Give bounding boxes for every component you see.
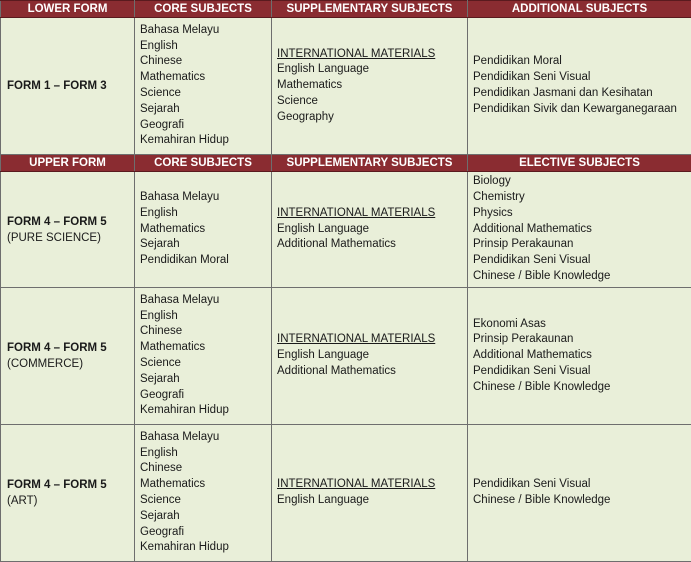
list-item: Bahasa Melayu [140, 293, 271, 309]
header-cell-form: UPPER FORM [1, 155, 135, 172]
header-cell-additional: ADDITIONAL SUBJECTS [468, 1, 691, 18]
list-item: Bahasa Melayu [140, 190, 271, 206]
list-item: Chinese [140, 54, 271, 70]
list-item: Chemistry [473, 190, 691, 206]
list-item: Bahasa Melayu [140, 430, 271, 446]
header-cell-form: LOWER FORM [1, 1, 135, 18]
list-item: Sejarah [140, 509, 271, 525]
additional-subjects-list [473, 54, 691, 117]
header-cell-supplementary: SUPPLEMENTARY SUBJECTS [272, 1, 468, 18]
list-item: Mathematics [277, 78, 467, 94]
list-item: Pendidikan Sivik dan Kewarganegaraan [473, 102, 691, 118]
supplementary-subjects-list [277, 47, 467, 126]
list-item: English Language [277, 493, 467, 509]
list-item: Science [140, 493, 271, 509]
header-cell-core: CORE SUBJECTS [135, 155, 272, 172]
supplementary-subjects-cell [272, 288, 468, 425]
list-item: Mathematics [140, 70, 271, 86]
list-item: Geografi [140, 118, 271, 134]
international-materials-label: INTERNATIONAL MATERIALS [277, 332, 467, 348]
list-item: Science [140, 86, 271, 102]
list-item: Biology [473, 174, 691, 190]
core-subjects-list [140, 190, 271, 269]
list-item: Chinese / Bible Knowledge [473, 380, 691, 396]
list-item: Pendidikan Moral [140, 253, 271, 269]
upper-form-header-row [1, 155, 691, 172]
list-item: English Language [277, 348, 467, 364]
header-cell-supplementary: SUPPLEMENTARY SUBJECTS [272, 155, 468, 172]
list-item: Pendidikan Jasmani dan Kesihatan [473, 86, 691, 102]
supplementary-subjects-list [277, 206, 467, 253]
form-title: FORM 4 – FORM 5 [7, 340, 134, 356]
header-cell-core: CORE SUBJECTS [135, 1, 272, 18]
list-item: Prinsip Perakaunan [473, 332, 691, 348]
table-row [1, 172, 691, 288]
list-item: Sejarah [140, 372, 271, 388]
list-item: Pendidikan Seni Visual [473, 70, 691, 86]
international-materials-label: INTERNATIONAL MATERIALS [277, 477, 467, 493]
additional-subjects-cell [468, 18, 691, 155]
supplementary-subjects-list [277, 332, 467, 379]
international-materials-label: INTERNATIONAL MATERIALS [277, 47, 467, 63]
list-item: Science [140, 356, 271, 372]
form-title: FORM 1 – FORM 3 [7, 78, 134, 94]
core-subjects-cell [135, 288, 272, 425]
list-item: Mathematics [140, 477, 271, 493]
list-item: Chinese / Bible Knowledge [473, 269, 691, 285]
list-item: English [140, 446, 271, 462]
list-item: Chinese [140, 324, 271, 340]
form-cell [1, 425, 135, 562]
list-item: Geografi [140, 388, 271, 404]
form-title: FORM 4 – FORM 5 [7, 477, 134, 493]
list-item: Additional Mathematics [277, 364, 467, 380]
list-item: Science [277, 94, 467, 110]
core-subjects-cell [135, 172, 272, 288]
additional-subjects-list [473, 317, 691, 396]
list-item: Additional Mathematics [473, 222, 691, 238]
form-stream: (ART) [7, 493, 134, 509]
list-item: English [140, 39, 271, 55]
additional-subjects-list [473, 174, 691, 285]
core-subjects-list [140, 430, 271, 556]
list-item: Pendidikan Seni Visual [473, 253, 691, 269]
list-item: Pendidikan Seni Visual [473, 477, 691, 493]
form-stream: (PURE SCIENCE) [7, 230, 134, 246]
list-item: Sejarah [140, 102, 271, 118]
table-row [1, 425, 691, 562]
list-item: Prinsip Perakaunan [473, 237, 691, 253]
list-item: Mathematics [140, 340, 271, 356]
core-subjects-cell [135, 18, 272, 155]
additional-subjects-cell [468, 172, 691, 288]
list-item: Kemahiran Hidup [140, 133, 271, 149]
table-row [1, 18, 691, 155]
lower-form-header-row [1, 1, 691, 18]
additional-subjects-list [473, 477, 691, 509]
supplementary-subjects-list [277, 477, 467, 509]
core-subjects-list [140, 23, 271, 149]
supplementary-subjects-cell [272, 425, 468, 562]
list-item: Mathematics [140, 222, 271, 238]
list-item: Sejarah [140, 237, 271, 253]
list-item: Ekonomi Asas [473, 317, 691, 333]
list-item: Pendidikan Seni Visual [473, 364, 691, 380]
list-item: English [140, 206, 271, 222]
list-item: Pendidikan Moral [473, 54, 691, 70]
list-item: Kemahiran Hidup [140, 540, 271, 556]
table-row [1, 288, 691, 425]
list-item: Additional Mathematics [473, 348, 691, 364]
list-item: English [140, 309, 271, 325]
header-cell-elective: ELECTIVE SUBJECTS [468, 155, 691, 172]
list-item: Chinese / Bible Knowledge [473, 493, 691, 509]
list-item: Geography [277, 110, 467, 126]
form-cell [1, 288, 135, 425]
form-cell [1, 172, 135, 288]
form-title: FORM 4 – FORM 5 [7, 214, 134, 230]
list-item: Physics [473, 206, 691, 222]
list-item: English Language [277, 62, 467, 78]
form-stream: (COMMERCE) [7, 356, 134, 372]
list-item: Geografi [140, 525, 271, 541]
list-item: Chinese [140, 461, 271, 477]
list-item: Kemahiran Hidup [140, 403, 271, 419]
additional-subjects-cell [468, 288, 691, 425]
additional-subjects-cell [468, 425, 691, 562]
list-item: Bahasa Melayu [140, 23, 271, 39]
international-materials-label: INTERNATIONAL MATERIALS [277, 206, 467, 222]
list-item: English Language [277, 222, 467, 238]
core-subjects-list [140, 293, 271, 419]
list-item: Additional Mathematics [277, 237, 467, 253]
form-cell [1, 18, 135, 155]
supplementary-subjects-cell [272, 18, 468, 155]
core-subjects-cell [135, 425, 272, 562]
supplementary-subjects-cell [272, 172, 468, 288]
